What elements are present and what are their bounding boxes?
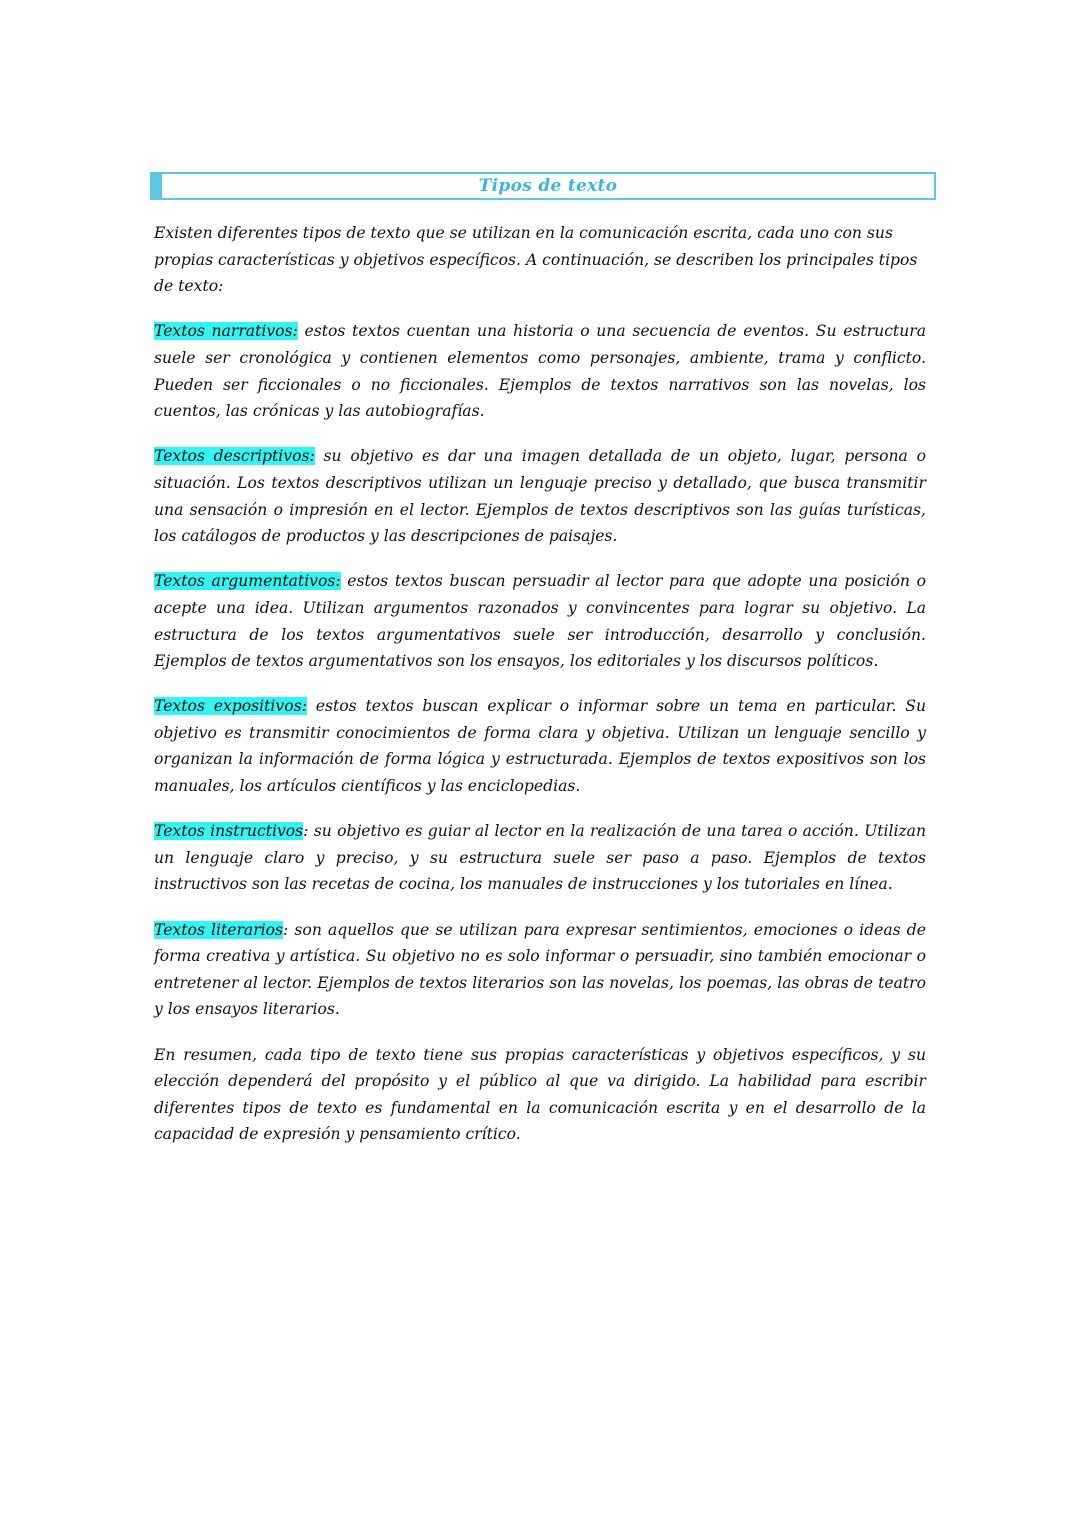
section-term-highlight: Textos narrativos: [154,322,298,341]
section-body: su objetivo es dar una imagen detallada de un objeto, lugar, persona o situación. Los textos descriptivos utilizan un lenguaje preciso y detallado, que busca transmitir una sensación o impresión en el lector. Ejemplos de textos descriptivos son las guías turísticas, los catálogos de productos y las descripciones de paisajes. [154,447,926,546]
section-body: estos textos buscan explicar o informar sobre un tema en particular. Su objetivo es transmitir conocimientos de forma clara y objetiva. Utilizan un lenguaje sencillo y organizan la información de forma lógica y estructurada. Ejemplos de textos expositivos son los manuales, los artículos científicos y las enciclopedias. [154,697,926,796]
section-term-highlight: Textos descriptivos: [154,447,315,466]
document-body [154,220,926,1167]
conclusion-paragraph: En resumen, cada tipo de texto tiene sus propias características y objetivos específicos, y su elección dependerá del propósito y el público al que va dirigido. La habilidad para escribir diferentes tipos de texto es fundamental en la comunicación escrita y en el desarrollo de la capacidad de expresión y pensamiento crítico. [154,1045,926,1144]
section-term-highlight: Textos literarios [154,920,284,939]
section-expositivos [154,693,926,799]
section-literarios [154,917,926,1023]
section-descriptivos [154,443,926,549]
section-term-highlight: Textos expositivos: [154,697,307,716]
section-argumentativos [154,568,926,674]
intro-paragraph: Existen diferentes tipos de texto que se utilizan en la comunicación escrita, cada uno con sus propias características y objetivos específicos. A continuación, se describen los principales tipos de texto: [154,224,918,296]
section-body: : su objetivo es guiar al lector en la realización de una tarea o acción. Utilizan un lenguaje claro y preciso, y su estructura suele ser paso a paso. Ejemplos de textos instructivos son las recetas de cocina, los manuales de instrucciones y los tutoriales en línea. [154,822,927,894]
section-body: : son aquellos que se utilizan para expresar sentimientos, emociones o ideas de forma creativa y artística. Su objetivo no es solo informar o persuadir, sino también emocionar o entretener al lector. Ejemplos de textos literarios son las novelas, los poemas, las obras de teatro y los ensayos literarios. [154,920,926,1019]
section-term-highlight: Textos argumentativos: [154,572,341,591]
section-instructivos [154,818,926,898]
section-body: estos textos cuentan una historia o una secuencia de eventos. Su estructura suele ser cronológica y contienen elementos como personajes, ambiente, trama y conflicto. Pueden ser ficcionales o no ficcionales. Ejemplos de textos narrativos son las novelas, los cuentos, las crónicas y las autobiografías. [154,322,926,421]
section-body: estos textos buscan persuadir al lector para que adopte una posición o acepte una idea. Utilizan argumentos razonados y convincentes para lograr su objetivo. La estructura de los textos argumentativos suele ser introducción, desarrollo y conclusión. Ejemplos de textos argumentativos son los ensayos, los editoriales y los discursos políticos. [154,572,926,671]
title-banner [150,172,936,200]
section-narrativos [154,318,926,424]
page-title: Tipos de texto [478,176,618,196]
section-term-highlight: Textos instructivos [154,822,304,841]
